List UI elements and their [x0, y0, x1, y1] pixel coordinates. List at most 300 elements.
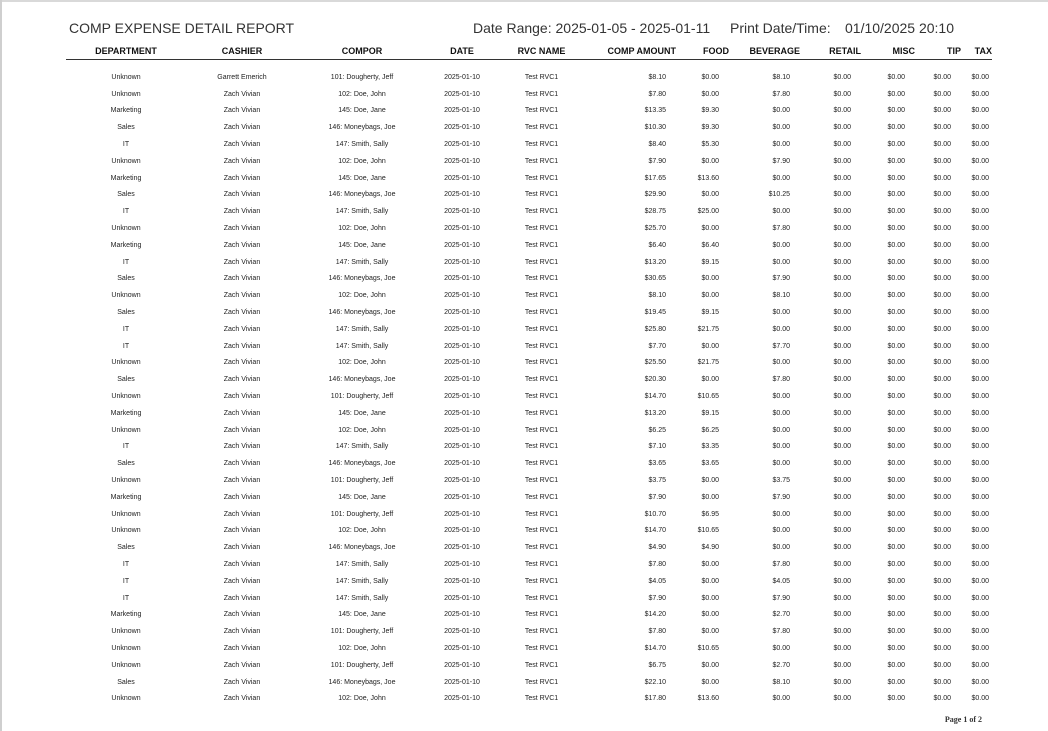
cell-rvc-name: Test RVC1 — [524, 376, 559, 384]
cell-beverage: $3.75 — [772, 477, 790, 485]
cell-food: $0.00 — [701, 292, 719, 300]
cell-beverage: $7.80 — [772, 90, 790, 98]
cell-misc: $0.00 — [887, 544, 905, 552]
cell-food: $9.15 — [701, 309, 719, 317]
cell-retail: $0.00 — [833, 611, 851, 619]
cell-cashier: Zach Vivian — [223, 141, 261, 149]
table-row — [66, 254, 992, 271]
cell-cashier: Zach Vivian — [223, 628, 261, 636]
table-row — [66, 607, 992, 624]
col-header-rvc-name: RVC NAME — [498, 42, 585, 60]
cell-department: Unknown — [111, 527, 141, 535]
cell-tip: $0.00 — [933, 141, 951, 149]
cell-cashier: Zach Vivian — [223, 544, 261, 552]
cell-comp-amount: $20.30 — [644, 376, 666, 384]
cell-date: 2025-01-10 — [444, 527, 480, 535]
cell-beverage: $7.80 — [772, 225, 790, 233]
cell-cashier: Zach Vivian — [223, 527, 261, 535]
cell-tax: $0.00 — [971, 376, 989, 384]
cell-retail: $0.00 — [833, 309, 851, 317]
header-spacer — [66, 60, 992, 70]
cell-tax: $0.00 — [971, 594, 989, 602]
cell-retail: $0.00 — [833, 661, 851, 669]
cell-department: IT — [122, 325, 130, 333]
cell-tip: $0.00 — [933, 275, 951, 283]
cell-beverage: $0.00 — [772, 460, 790, 468]
table-row — [66, 170, 992, 187]
cell-food: $6.40 — [701, 241, 719, 249]
cell-rvc-name: Test RVC1 — [524, 309, 559, 317]
cell-beverage: $7.80 — [772, 376, 790, 384]
cell-date: 2025-01-10 — [444, 544, 480, 552]
cell-misc: $0.00 — [887, 426, 905, 434]
cell-department: Sales — [117, 544, 135, 552]
cell-food: $0.00 — [701, 90, 719, 98]
cell-date: 2025-01-10 — [444, 292, 480, 300]
cell-beverage: $0.00 — [772, 174, 790, 182]
cell-comp-amount: $28.75 — [644, 208, 666, 216]
cell-misc: $0.00 — [887, 359, 905, 367]
cell-retail: $0.00 — [833, 174, 851, 182]
cell-department: Sales — [117, 678, 135, 686]
cell-food: $25.00 — [697, 208, 719, 216]
cell-comp-amount: $7.90 — [648, 594, 666, 602]
cell-comp-amount: $13.20 — [644, 258, 666, 266]
cell-misc: $0.00 — [887, 493, 905, 501]
cell-beverage: $7.80 — [772, 628, 790, 636]
cell-retail: $0.00 — [833, 460, 851, 468]
cell-tax: $0.00 — [971, 477, 989, 485]
cell-beverage: $0.00 — [772, 695, 790, 703]
print-datetime-label: Print Date/Time: — [730, 20, 831, 36]
cell-food: $0.00 — [701, 73, 719, 81]
cell-department: Unknown — [111, 359, 141, 367]
cell-comp-amount: $29.90 — [644, 191, 666, 199]
cell-cashier: Zach Vivian — [223, 477, 261, 485]
table-row — [66, 287, 992, 304]
cell-tax: $0.00 — [971, 443, 989, 451]
cell-retail: $0.00 — [833, 477, 851, 485]
cell-date: 2025-01-10 — [444, 376, 480, 384]
cell-rvc-name: Test RVC1 — [524, 73, 559, 81]
cell-department: Marketing — [110, 493, 142, 501]
cell-cashier: Zach Vivian — [223, 409, 261, 417]
cell-compor: 147: Smith, Sally — [335, 561, 389, 568]
cell-tip: $0.00 — [933, 611, 951, 619]
cell-beverage: $7.90 — [772, 493, 790, 501]
cell-date: 2025-01-10 — [444, 258, 480, 266]
cell-department: Unknown — [111, 628, 141, 636]
cell-rvc-name: Test RVC1 — [524, 124, 559, 132]
cell-compor: 102: Doe, John — [338, 695, 386, 703]
cell-food: $0.00 — [701, 561, 719, 568]
cell-cashier: Zach Vivian — [223, 594, 261, 602]
cell-compor: 101: Dougherty, Jeff — [330, 73, 394, 81]
cell-beverage: $0.00 — [772, 124, 790, 132]
cell-food: $4.90 — [701, 544, 719, 552]
cell-compor: 102: Doe, John — [338, 426, 386, 434]
table-row — [66, 304, 992, 321]
cell-misc: $0.00 — [887, 225, 905, 233]
cell-rvc-name: Test RVC1 — [524, 594, 559, 602]
cell-tip: $0.00 — [933, 241, 951, 249]
cell-misc: $0.00 — [887, 141, 905, 149]
cell-compor: 101: Dougherty, Jeff — [330, 393, 394, 401]
cell-tax: $0.00 — [971, 292, 989, 300]
table-row — [66, 136, 992, 153]
table-row — [66, 119, 992, 136]
cell-tip: $0.00 — [933, 309, 951, 317]
cell-rvc-name: Test RVC1 — [524, 191, 559, 199]
cell-food: $13.60 — [697, 174, 719, 182]
table-row — [66, 640, 992, 657]
cell-retail: $0.00 — [833, 544, 851, 552]
cell-compor: 102: Doe, John — [338, 527, 386, 535]
table-row — [66, 623, 992, 640]
cell-tax: $0.00 — [971, 393, 989, 401]
cell-misc: $0.00 — [887, 644, 905, 652]
cell-comp-amount: $14.70 — [644, 644, 666, 652]
cell-date: 2025-01-10 — [444, 309, 480, 317]
cell-tip: $0.00 — [933, 208, 951, 216]
table-row — [66, 439, 992, 456]
table-row — [66, 573, 992, 590]
cell-date: 2025-01-10 — [444, 577, 480, 585]
cell-date: 2025-01-10 — [444, 426, 480, 434]
cell-tax: $0.00 — [971, 577, 989, 585]
cell-beverage: $7.90 — [772, 275, 790, 283]
cell-department: Sales — [117, 309, 135, 317]
cell-retail: $0.00 — [833, 409, 851, 417]
cell-food: $10.65 — [697, 393, 719, 401]
table-row — [66, 338, 992, 355]
cell-retail: $0.00 — [833, 241, 851, 249]
col-header-beverage: BEVERAGE — [729, 42, 800, 60]
table-row — [66, 690, 992, 707]
cell-date: 2025-01-10 — [444, 359, 480, 367]
col-header-tax: TAX — [961, 42, 992, 60]
cell-cashier: Zach Vivian — [223, 426, 261, 434]
cell-department: Marketing — [110, 241, 142, 249]
cell-rvc-name: Test RVC1 — [524, 90, 559, 98]
col-header-food: FOOD — [676, 42, 729, 60]
cell-food: $0.00 — [701, 376, 719, 384]
table-row — [66, 187, 992, 204]
page-number: Page 1 of 2 — [944, 715, 982, 724]
cell-cashier: Zach Vivian — [223, 325, 261, 333]
cell-rvc-name: Test RVC1 — [524, 611, 559, 619]
cell-date: 2025-01-10 — [444, 661, 480, 669]
cell-compor: 146: Moneybags, Joe — [328, 376, 396, 384]
cell-beverage: $10.25 — [768, 191, 790, 199]
cell-beverage: $7.90 — [772, 157, 790, 165]
cell-compor: 147: Smith, Sally — [335, 141, 389, 149]
cell-compor: 102: Doe, John — [338, 292, 386, 300]
cell-tax: $0.00 — [971, 73, 989, 81]
table-row — [66, 657, 992, 674]
table-row — [66, 556, 992, 573]
cell-beverage: $0.00 — [772, 208, 790, 216]
cell-misc: $0.00 — [887, 393, 905, 401]
cell-cashier: Zach Vivian — [223, 577, 261, 585]
cell-retail: $0.00 — [833, 577, 851, 585]
cell-rvc-name: Test RVC1 — [524, 527, 559, 535]
cell-tip: $0.00 — [933, 342, 951, 350]
cell-retail: $0.00 — [833, 325, 851, 333]
cell-tip: $0.00 — [933, 157, 951, 165]
cell-date: 2025-01-10 — [444, 678, 480, 686]
cell-beverage: $8.10 — [772, 292, 790, 300]
cell-compor: 146: Moneybags, Joe — [328, 275, 396, 283]
cell-tax: $0.00 — [971, 174, 989, 182]
cell-food: $10.65 — [697, 527, 719, 535]
table-row — [66, 388, 992, 405]
cell-cashier: Zach Vivian — [223, 90, 261, 98]
table-header-row — [66, 42, 992, 60]
cell-retail: $0.00 — [833, 225, 851, 233]
cell-cashier: Zach Vivian — [223, 443, 261, 451]
cell-compor: 147: Smith, Sally — [335, 258, 389, 266]
cell-compor: 102: Doe, John — [338, 359, 386, 367]
cell-beverage: $0.00 — [772, 393, 790, 401]
cell-date: 2025-01-10 — [444, 561, 480, 568]
cell-compor: 101: Dougherty, Jeff — [330, 510, 394, 518]
cell-date: 2025-01-10 — [444, 695, 480, 703]
cell-retail: $0.00 — [833, 678, 851, 686]
cell-comp-amount: $3.75 — [648, 477, 666, 485]
cell-beverage: $0.00 — [772, 544, 790, 552]
cell-retail: $0.00 — [833, 342, 851, 350]
cell-retail: $0.00 — [833, 561, 851, 568]
cell-date: 2025-01-10 — [444, 510, 480, 518]
cell-compor: 147: Smith, Sally — [335, 325, 389, 333]
cell-tax: $0.00 — [971, 426, 989, 434]
cell-compor: 147: Smith, Sally — [335, 443, 389, 451]
table-row — [66, 405, 992, 422]
cell-misc: $0.00 — [887, 342, 905, 350]
cell-tip: $0.00 — [933, 409, 951, 417]
cell-compor: 146: Moneybags, Joe — [328, 124, 396, 132]
cell-department: Sales — [117, 376, 135, 384]
table-row — [66, 506, 992, 523]
cell-date: 2025-01-10 — [444, 493, 480, 501]
cell-tip: $0.00 — [933, 443, 951, 451]
cell-beverage: $7.70 — [772, 342, 790, 350]
cell-food: $3.65 — [701, 460, 719, 468]
cell-department: Unknown — [111, 90, 141, 98]
cell-compor: 146: Moneybags, Joe — [328, 678, 396, 686]
table-row — [66, 203, 992, 220]
cell-retail: $0.00 — [833, 292, 851, 300]
cell-date: 2025-01-10 — [444, 393, 480, 401]
cell-department: IT — [122, 208, 130, 216]
cell-rvc-name: Test RVC1 — [524, 393, 559, 401]
cell-retail: $0.00 — [833, 426, 851, 434]
cell-retail: $0.00 — [833, 644, 851, 652]
cell-rvc-name: Test RVC1 — [524, 477, 559, 485]
cell-comp-amount: $7.10 — [648, 443, 666, 451]
cell-department: IT — [122, 342, 130, 350]
cell-rvc-name: Test RVC1 — [524, 141, 559, 149]
cell-tip: $0.00 — [933, 577, 951, 585]
cell-comp-amount: $7.80 — [648, 90, 666, 98]
table-row — [66, 455, 992, 472]
cell-misc: $0.00 — [887, 90, 905, 98]
cell-food: $0.00 — [701, 225, 719, 233]
cell-department: Unknown — [111, 157, 141, 165]
cell-date: 2025-01-10 — [444, 225, 480, 233]
cell-comp-amount: $13.35 — [644, 107, 666, 115]
cell-date: 2025-01-10 — [444, 409, 480, 417]
cell-tip: $0.00 — [933, 376, 951, 384]
col-header-compor: COMPOR — [298, 42, 426, 60]
cell-retail: $0.00 — [833, 124, 851, 132]
cell-tip: $0.00 — [933, 644, 951, 652]
table-row — [66, 523, 992, 540]
cell-tax: $0.00 — [971, 561, 989, 568]
cell-department: Sales — [117, 124, 135, 132]
cell-comp-amount: $25.80 — [644, 325, 666, 333]
cell-cashier: Zach Vivian — [223, 157, 261, 165]
cell-tip: $0.00 — [933, 695, 951, 703]
cell-cashier: Zach Vivian — [223, 342, 261, 350]
cell-date: 2025-01-10 — [444, 241, 480, 249]
cell-compor: 102: Doe, John — [338, 90, 386, 98]
cell-date: 2025-01-10 — [444, 460, 480, 468]
cell-beverage: $7.80 — [772, 561, 790, 568]
cell-rvc-name: Test RVC1 — [524, 678, 559, 686]
cell-rvc-name: Test RVC1 — [524, 107, 559, 115]
cell-food: $0.00 — [701, 191, 719, 199]
cell-beverage: $2.70 — [772, 611, 790, 619]
cell-food: $0.00 — [701, 342, 719, 350]
cell-food: $9.30 — [701, 124, 719, 132]
comp-expense-table — [66, 42, 992, 707]
cell-comp-amount: $25.50 — [644, 359, 666, 367]
cell-beverage: $0.00 — [772, 258, 790, 266]
cell-compor: 146: Moneybags, Joe — [328, 460, 396, 468]
cell-tip: $0.00 — [933, 460, 951, 468]
cell-misc: $0.00 — [887, 510, 905, 518]
col-header-date: DATE — [426, 42, 498, 60]
cell-food: $13.60 — [697, 695, 719, 703]
cell-compor: 145: Doe, Jane — [338, 409, 386, 417]
cell-date: 2025-01-10 — [444, 174, 480, 182]
cell-tip: $0.00 — [933, 594, 951, 602]
cell-food: $5.30 — [701, 141, 719, 149]
cell-food: $0.00 — [701, 477, 719, 485]
cell-beverage: $0.00 — [772, 309, 790, 317]
cell-food: $10.65 — [697, 644, 719, 652]
cell-beverage: $0.00 — [772, 325, 790, 333]
cell-rvc-name: Test RVC1 — [524, 510, 559, 518]
cell-cashier: Zach Vivian — [223, 191, 261, 199]
col-header-department: DEPARTMENT — [66, 42, 186, 60]
cell-rvc-name: Test RVC1 — [524, 359, 559, 367]
cell-department: Unknown — [111, 661, 141, 669]
table-row — [66, 69, 992, 86]
cell-tip: $0.00 — [933, 493, 951, 501]
cell-rvc-name: Test RVC1 — [524, 409, 559, 417]
cell-misc: $0.00 — [887, 258, 905, 266]
cell-tip: $0.00 — [933, 107, 951, 115]
table-row — [66, 539, 992, 556]
cell-department: Sales — [117, 460, 135, 468]
cell-misc: $0.00 — [887, 678, 905, 686]
cell-misc: $0.00 — [887, 191, 905, 199]
cell-compor: 147: Smith, Sally — [335, 342, 389, 350]
table-row — [66, 355, 992, 372]
cell-comp-amount: $7.90 — [648, 493, 666, 501]
cell-retail: $0.00 — [833, 443, 851, 451]
cell-department: Marketing — [110, 409, 142, 417]
cell-misc: $0.00 — [887, 376, 905, 384]
cell-date: 2025-01-10 — [444, 73, 480, 81]
cell-department: Unknown — [111, 426, 141, 434]
cell-tip: $0.00 — [933, 359, 951, 367]
cell-comp-amount: $13.20 — [644, 409, 666, 417]
cell-cashier: Zach Vivian — [223, 208, 261, 216]
cell-cashier: Zach Vivian — [223, 611, 261, 619]
cell-department: Unknown — [111, 477, 141, 485]
cell-department: Unknown — [111, 510, 141, 518]
cell-compor: 146: Moneybags, Joe — [328, 544, 396, 552]
cell-compor: 101: Dougherty, Jeff — [330, 661, 394, 669]
cell-food: $0.00 — [701, 661, 719, 669]
cell-comp-amount: $7.70 — [648, 342, 666, 350]
cell-date: 2025-01-10 — [444, 628, 480, 636]
cell-comp-amount: $3.65 — [648, 460, 666, 468]
cell-beverage: $7.90 — [772, 594, 790, 602]
cell-rvc-name: Test RVC1 — [524, 174, 559, 182]
cell-compor: 147: Smith, Sally — [335, 208, 389, 216]
cell-cashier: Zach Vivian — [223, 258, 261, 266]
cell-department: Marketing — [110, 107, 142, 115]
cell-beverage: $0.00 — [772, 644, 790, 652]
table-row — [66, 489, 992, 506]
cell-rvc-name: Test RVC1 — [524, 544, 559, 552]
cell-comp-amount: $14.70 — [644, 527, 666, 535]
cell-tax: $0.00 — [971, 107, 989, 115]
cell-date: 2025-01-10 — [444, 594, 480, 602]
cell-department: Unknown — [111, 73, 141, 81]
cell-tax: $0.00 — [971, 241, 989, 249]
cell-cashier: Zach Vivian — [223, 493, 261, 501]
cell-cashier: Zach Vivian — [223, 510, 261, 518]
cell-misc: $0.00 — [887, 594, 905, 602]
cell-tax: $0.00 — [971, 544, 989, 552]
cell-tax: $0.00 — [971, 325, 989, 333]
cell-retail: $0.00 — [833, 141, 851, 149]
table-row — [66, 86, 992, 103]
cell-retail: $0.00 — [833, 73, 851, 81]
cell-tip: $0.00 — [933, 477, 951, 485]
cell-department: IT — [122, 594, 130, 602]
cell-food: $0.00 — [701, 628, 719, 636]
cell-compor: 101: Dougherty, Jeff — [330, 628, 394, 636]
cell-comp-amount: $6.25 — [648, 426, 666, 434]
cell-comp-amount: $8.40 — [648, 141, 666, 149]
cell-tax: $0.00 — [971, 678, 989, 686]
cell-tip: $0.00 — [933, 661, 951, 669]
cell-rvc-name: Test RVC1 — [524, 241, 559, 249]
cell-comp-amount: $14.20 — [644, 611, 666, 619]
cell-compor: 145: Doe, Jane — [338, 241, 386, 249]
cell-compor: 145: Doe, Jane — [338, 107, 386, 115]
cell-date: 2025-01-10 — [444, 275, 480, 283]
cell-tax: $0.00 — [971, 695, 989, 703]
table-row — [66, 271, 992, 288]
